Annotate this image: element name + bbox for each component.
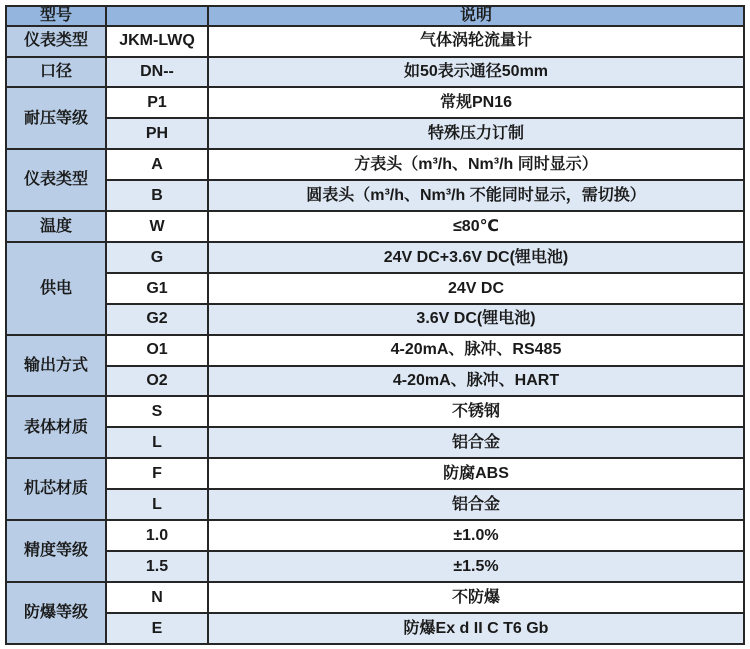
description-cell: 特殊压力订制 [208, 118, 744, 149]
description-cell: 常规PN16 [208, 87, 744, 118]
code-cell: PH [106, 118, 208, 149]
row-group-label: 表体材质 [6, 396, 106, 458]
table-row [6, 489, 744, 520]
table-row [6, 582, 744, 613]
code-cell: 1.5 [106, 551, 208, 582]
code-cell: 1.0 [106, 520, 208, 551]
description-cell: ±1.0% [208, 520, 744, 551]
row-group-label: 精度等级 [6, 520, 106, 582]
row-group-label: 供电 [6, 242, 106, 335]
code-cell: G1 [106, 273, 208, 304]
code-cell: JKM-LWQ [106, 26, 208, 57]
table-row [6, 149, 744, 180]
description-cell: 防腐ABS [208, 458, 744, 489]
description-cell: 不防爆 [208, 582, 744, 613]
header-row [6, 6, 744, 26]
description-cell: 3.6V DC(锂电池) [208, 304, 744, 335]
table-row [6, 396, 744, 427]
code-cell: E [106, 613, 208, 644]
header-code [106, 6, 208, 26]
table-row [6, 304, 744, 335]
table-row [6, 335, 744, 366]
code-cell: O1 [106, 335, 208, 366]
description-cell: 24V DC [208, 273, 744, 304]
description-cell: 铝合金 [208, 489, 744, 520]
table-row [6, 180, 744, 211]
code-cell: N [106, 582, 208, 613]
row-group-label: 仪表类型 [6, 149, 106, 211]
code-cell: O2 [106, 366, 208, 397]
spec-table-body [6, 26, 744, 644]
spec-table [5, 5, 745, 645]
table-row [6, 118, 744, 149]
table-row [6, 87, 744, 118]
description-cell: 不锈钢 [208, 396, 744, 427]
description-cell: 圆表头（m³/h、Nm³/h 不能同时显示，需切换） [208, 180, 744, 211]
table-row [6, 458, 744, 489]
table-row [6, 427, 744, 458]
description-cell: 铝合金 [208, 427, 744, 458]
description-cell: 方表头（m³/h、Nm³/h 同时显示） [208, 149, 744, 180]
code-cell: L [106, 427, 208, 458]
code-cell: W [106, 211, 208, 242]
row-group-label: 温度 [6, 211, 106, 242]
code-cell: L [106, 489, 208, 520]
header-model: 型号 [6, 6, 106, 26]
code-cell: G2 [106, 304, 208, 335]
row-group-label: 机芯材质 [6, 458, 106, 520]
code-cell: B [106, 180, 208, 211]
table-row [6, 26, 744, 57]
code-cell: DN-- [106, 57, 208, 88]
description-cell: 4-20mA、脉冲、RS485 [208, 335, 744, 366]
table-row [6, 242, 744, 273]
table-row [6, 520, 744, 551]
table-row [6, 551, 744, 582]
description-cell: ±1.5% [208, 551, 744, 582]
spec-table-header [6, 6, 744, 26]
description-cell: 24V DC+3.6V DC(锂电池) [208, 242, 744, 273]
description-cell: 如50表示通径50mm [208, 57, 744, 88]
header-description: 说明 [208, 6, 744, 26]
description-cell: 4-20mA、脉冲、HART [208, 366, 744, 397]
code-cell: P1 [106, 87, 208, 118]
table-row [6, 273, 744, 304]
code-cell: A [106, 149, 208, 180]
description-cell: 防爆Ex d II C T6 Gb [208, 613, 744, 644]
row-group-label: 耐压等级 [6, 87, 106, 149]
row-group-label: 输出方式 [6, 335, 106, 397]
code-cell: F [106, 458, 208, 489]
table-row [6, 57, 744, 88]
table-row [6, 211, 744, 242]
description-cell: ≤80℃ [208, 211, 744, 242]
code-cell: G [106, 242, 208, 273]
table-row [6, 613, 744, 644]
row-group-label: 口径 [6, 57, 106, 88]
description-cell: 气体涡轮流量计 [208, 26, 744, 57]
code-cell: S [106, 396, 208, 427]
table-row [6, 366, 744, 397]
row-group-label: 防爆等级 [6, 582, 106, 644]
row-group-label: 仪表类型 [6, 26, 106, 57]
